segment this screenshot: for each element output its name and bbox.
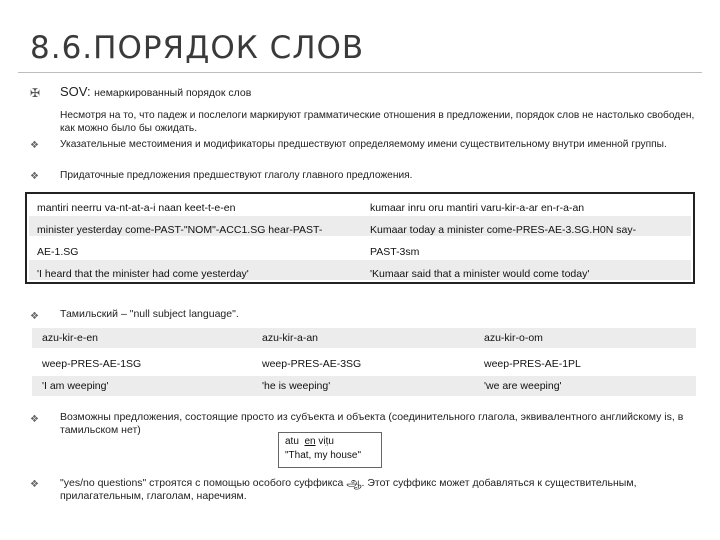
table-cell: weep-PRES-AE-3SG <box>262 358 362 370</box>
small-box-word: vi <box>315 436 326 447</box>
demonstratives-text: Указательные местоимения и модификаторы предшествуют определяемому имени существительному внутри именной группы. <box>60 139 667 150</box>
sub-bullet-icon: ❖ <box>30 171 39 182</box>
table-cell: azu-kir-a-an <box>262 332 319 344</box>
table-cell: 'I am weeping' <box>42 380 109 392</box>
title-divider <box>18 72 702 73</box>
table-cell: weep-PRES-AE-1SG <box>42 358 142 370</box>
sov-label: SOV: <box>60 84 91 99</box>
verb-table <box>32 328 696 404</box>
table-cell: azu-kir-e-en <box>42 332 99 344</box>
example-right-line4: 'Kumaar said that a minister would come today' <box>370 268 590 280</box>
example-left-line4: 'I heard that the minister had come yesterday' <box>37 268 249 280</box>
table-cell: weep-PRES-AE-1PL <box>484 358 581 370</box>
question-text-part: . Этот суффикс может добавляться к существительным, прилагательным, глаголам, наречиям. <box>60 477 637 502</box>
question-text-part: "yes/no questions" строятся с помощью особого суффикса <box>60 477 344 489</box>
example-right-line1: kumaar inru oru mantiri varu-kir-a-ar en-r-a-an <box>370 202 585 214</box>
sub-bullet-icon: ❖ <box>30 414 39 425</box>
small-box-word: en <box>304 436 316 447</box>
tamil-suffix-glyph: ஆ <box>346 475 362 489</box>
example-right-line3: PAST-3sm <box>370 246 420 258</box>
sov-text: немаркированный порядок слов <box>94 87 252 99</box>
table-cell: 'he is weeping' <box>262 380 331 392</box>
example-box <box>25 192 695 284</box>
sub-bullet-icon: ❖ <box>30 479 39 490</box>
example-left-line2: minister yesterday come-PAST-"NOM"-ACC1.SG hear-PAST- <box>37 224 323 236</box>
subordinate-text: Придаточные предложения предшествуют глаголу главного предложения. <box>60 170 413 181</box>
copula-text: Возможны предложения, состоящие просто из субъекта и объекта (соединительного глагола, эквивалентного английскому is, в тамильском нет) <box>60 411 684 436</box>
table-row <box>32 376 696 396</box>
small-box-line2: "That, my house" <box>285 450 362 461</box>
question-text <box>60 476 700 503</box>
sub-bullet-icon: ❖ <box>30 140 39 151</box>
table-cell: azu-kir-o-om <box>484 332 543 344</box>
small-box-line1 <box>285 435 375 449</box>
example-right-line2: Kumaar today a minister come-PRES-AE-3.SG.H0N say- <box>370 224 637 236</box>
sov-line <box>60 85 251 100</box>
sub-bullet-icon: ❖ <box>30 311 39 322</box>
example-small-box <box>278 432 382 468</box>
table-cell: 'we are weeping' <box>484 380 562 392</box>
tamil-null-subject-text: Тамильский – "null subject language". <box>60 308 239 320</box>
small-box-word: atu <box>285 436 299 447</box>
main-bullet-icon: ✠ <box>30 86 41 100</box>
table-row <box>32 328 696 348</box>
small-box-word: ṭ <box>325 436 329 447</box>
intro-paragraph: Несмотря на то, что падеж и послелоги маркируют грамматические отношения в предложении, порядок слов не настолько свободен, как можно было бы ожидать. <box>60 110 695 134</box>
example-left-line3: AE-1.SG <box>37 246 79 258</box>
table-row <box>32 354 696 374</box>
example-left-line1: mantiri neerru va-nt-at-a-i naan keet-t-e-en <box>37 202 236 214</box>
small-box-word: u <box>328 436 334 447</box>
page-title: 8.6.ПОРЯДОК СЛОВ <box>30 30 365 66</box>
